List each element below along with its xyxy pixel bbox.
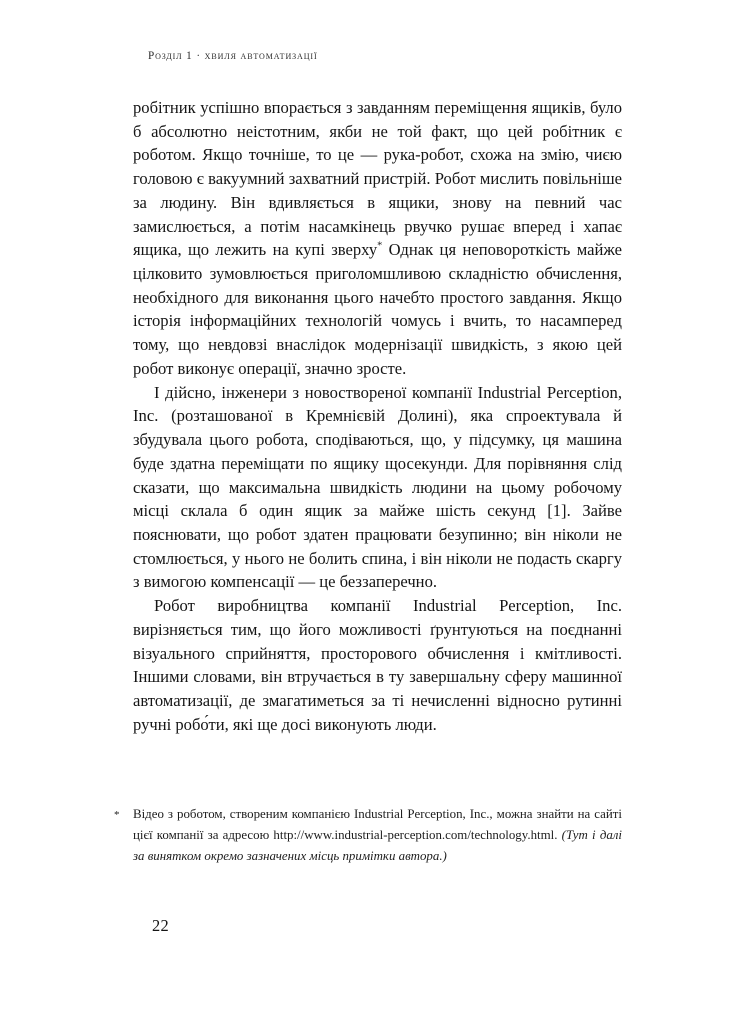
footnote-editorial-note: (Тут і далі за винятком окремо зазначених місць примітки автора.) bbox=[133, 827, 622, 863]
footnote-entry bbox=[114, 804, 622, 867]
paragraph-continuation bbox=[133, 96, 622, 381]
paragraph-text: Робот виробництва компанії Industrial Perception, Inc. вирізняється тим, що його можливості ґрунтуються на поєднанні візуального сприйняття, просторового обчислення і кмітливості. Іншими словами, він втручається в ту завершальну сферу машинної автоматизації, де змагатиметься за ті нечисленні відносно рутинні ручні робо́ти, які ще досі виконують люди. bbox=[133, 596, 622, 734]
paragraph-text: І дійсно, інженери з новоствореної компанії Industrial Perception, Inc. (розташованої в Кремнієвій Долині), яка спроектувала й збудувала цього робота, сподіваються, що, у підсумку, ця машина буде здатна переміщати по ящику щосекунди. Для порівняння слід сказати, що максимальна швидкість людини на цьому робочому місці склала б один ящик за майже шість секунд [1]. Зайве пояснювати, що робот здатен працювати безупинно; він ніколи не стомлюється, у нього не болить спина, і він ніколи не подасть скаргу з вимогою компенсації — це беззаперечно. bbox=[133, 382, 622, 592]
paragraph-robot-capabilities bbox=[133, 594, 622, 736]
body-text-column bbox=[133, 96, 622, 736]
footnote-url-link[interactable]: http://www.industrial-perception.com/technology.html bbox=[273, 827, 555, 842]
footnote-block bbox=[114, 792, 622, 867]
footnote-reference-marker[interactable]: * bbox=[377, 240, 383, 252]
paragraph-text: робітник успішно впорається з завданням переміщення ящиків, було б абсолютно неістотним, якби не той факт, що цей робітник є роботом. Якщо точніше, то це — рука-робот, схожа на змію, чиєю головою є вакуумний захватний пристрій. Робот мислить повільніше за людину. Він вдивляється в ящики, знову на певний час замислюється, а потім насамкінець рвучко рушає вперед і хапає ящика, що лежить на купі зверху bbox=[133, 98, 622, 260]
paragraph-text-after-footnote: Однак ця неповороткість майже цілковито зумовлюється приголомшливою складністю обчислення, необхідного для виконання цього начебто простого завдання. Якщо історія інформаційних технологій чомусь і вчить, то насамперед тому, що невдовзі внаслідок модернізації швидкість, з якою цей робот виконує операції, значно зросте. bbox=[133, 240, 622, 378]
running-header-chapter: Розділ 1 · хвиля автоматизації bbox=[148, 50, 318, 62]
footnote-text-lead: Відео з роботом, створеним компанією Industrial Perception, Inc., можна знайти на сайті цієї компанії за адресою bbox=[133, 807, 622, 842]
footnote-marker: * bbox=[114, 808, 120, 821]
paragraph-industrial-perception bbox=[133, 381, 622, 594]
page-number: 22 bbox=[152, 916, 169, 935]
footnote-text-trail: . bbox=[554, 827, 562, 842]
